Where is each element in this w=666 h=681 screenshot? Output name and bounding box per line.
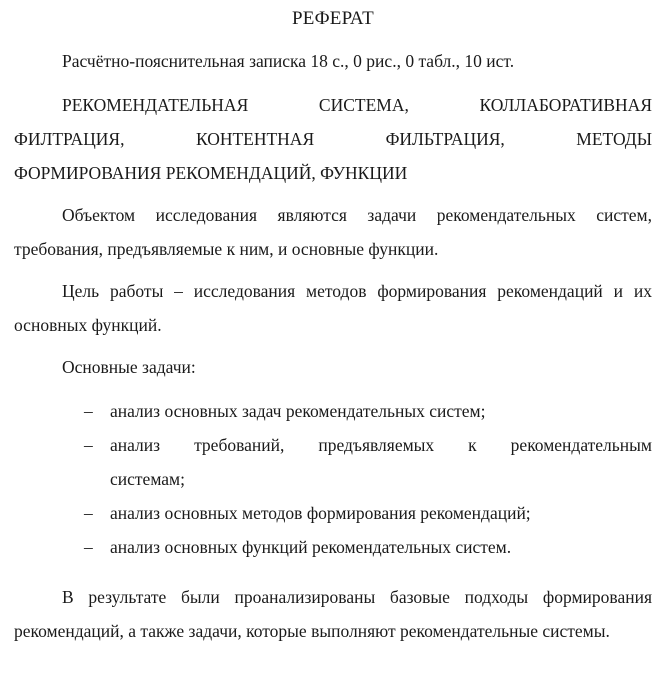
task-word: предъявляемых — [318, 435, 435, 455]
task-text: анализ основных задач рекомендательных систем; — [110, 401, 486, 421]
keyword: ФОРМИРОВАНИЯ РЕКОМЕНДАЦИЙ, ФУНКЦИИ — [14, 163, 408, 183]
keyword: МЕТОДЫ — [576, 129, 652, 149]
keyword: РЕКОМЕНДАТЕЛЬНАЯ — [62, 95, 249, 115]
keyword: ФИЛТРАЦИЯ, — [14, 129, 125, 149]
page-title: РЕФЕРАТ — [292, 8, 374, 29]
dash-marker: – — [84, 435, 93, 455]
task-word: требований, — [194, 435, 285, 455]
keywords-line — [14, 88, 652, 122]
task-word: анализ — [110, 435, 161, 455]
keyword: СИСТЕМА, — [318, 95, 409, 115]
keywords-line — [14, 122, 652, 156]
task-text: анализ основных методов формирования рекомендаций; — [110, 503, 531, 523]
tasks-heading: Основные задачи: — [62, 357, 196, 377]
goal-paragraph: Цель работы – исследования методов формирования рекомендаций и их основных функций. — [14, 281, 652, 335]
list-item — [84, 530, 652, 564]
keyword: КОНТЕНТНАЯ — [195, 129, 315, 149]
list-item — [84, 496, 652, 530]
list-item — [84, 428, 652, 496]
summary-line: Расчётно-пояснительная записка 18 с., 0 рис., 0 табл., 10 ист. — [62, 51, 515, 71]
keyword: КОЛЛАБОРАТИВНАЯ — [479, 95, 652, 115]
task-word: рекомендательным — [510, 435, 652, 455]
task-text-line: системам; — [110, 469, 185, 489]
object-paragraph: Объектом исследования являются задачи рекомендательных систем, требования, предъявляемые к ним, и основные функции. — [14, 205, 652, 259]
keywords-line — [14, 156, 652, 190]
keyword: ФИЛЬТРАЦИЯ, — [385, 129, 505, 149]
keywords-block — [14, 88, 652, 190]
task-text-line — [110, 428, 652, 462]
task-text: анализ основных функций рекомендательных систем. — [110, 537, 512, 557]
task-word: к — [468, 435, 477, 455]
tasks-list — [84, 394, 652, 564]
result-paragraph: В результате были проанализированы базовые подходы формирования рекомендаций, а также задачи, которые выполняют рекомендательные системы. — [14, 587, 652, 641]
list-item — [84, 394, 652, 428]
dash-marker: – — [84, 537, 93, 557]
dash-marker: – — [84, 401, 93, 421]
dash-marker: – — [84, 503, 93, 523]
